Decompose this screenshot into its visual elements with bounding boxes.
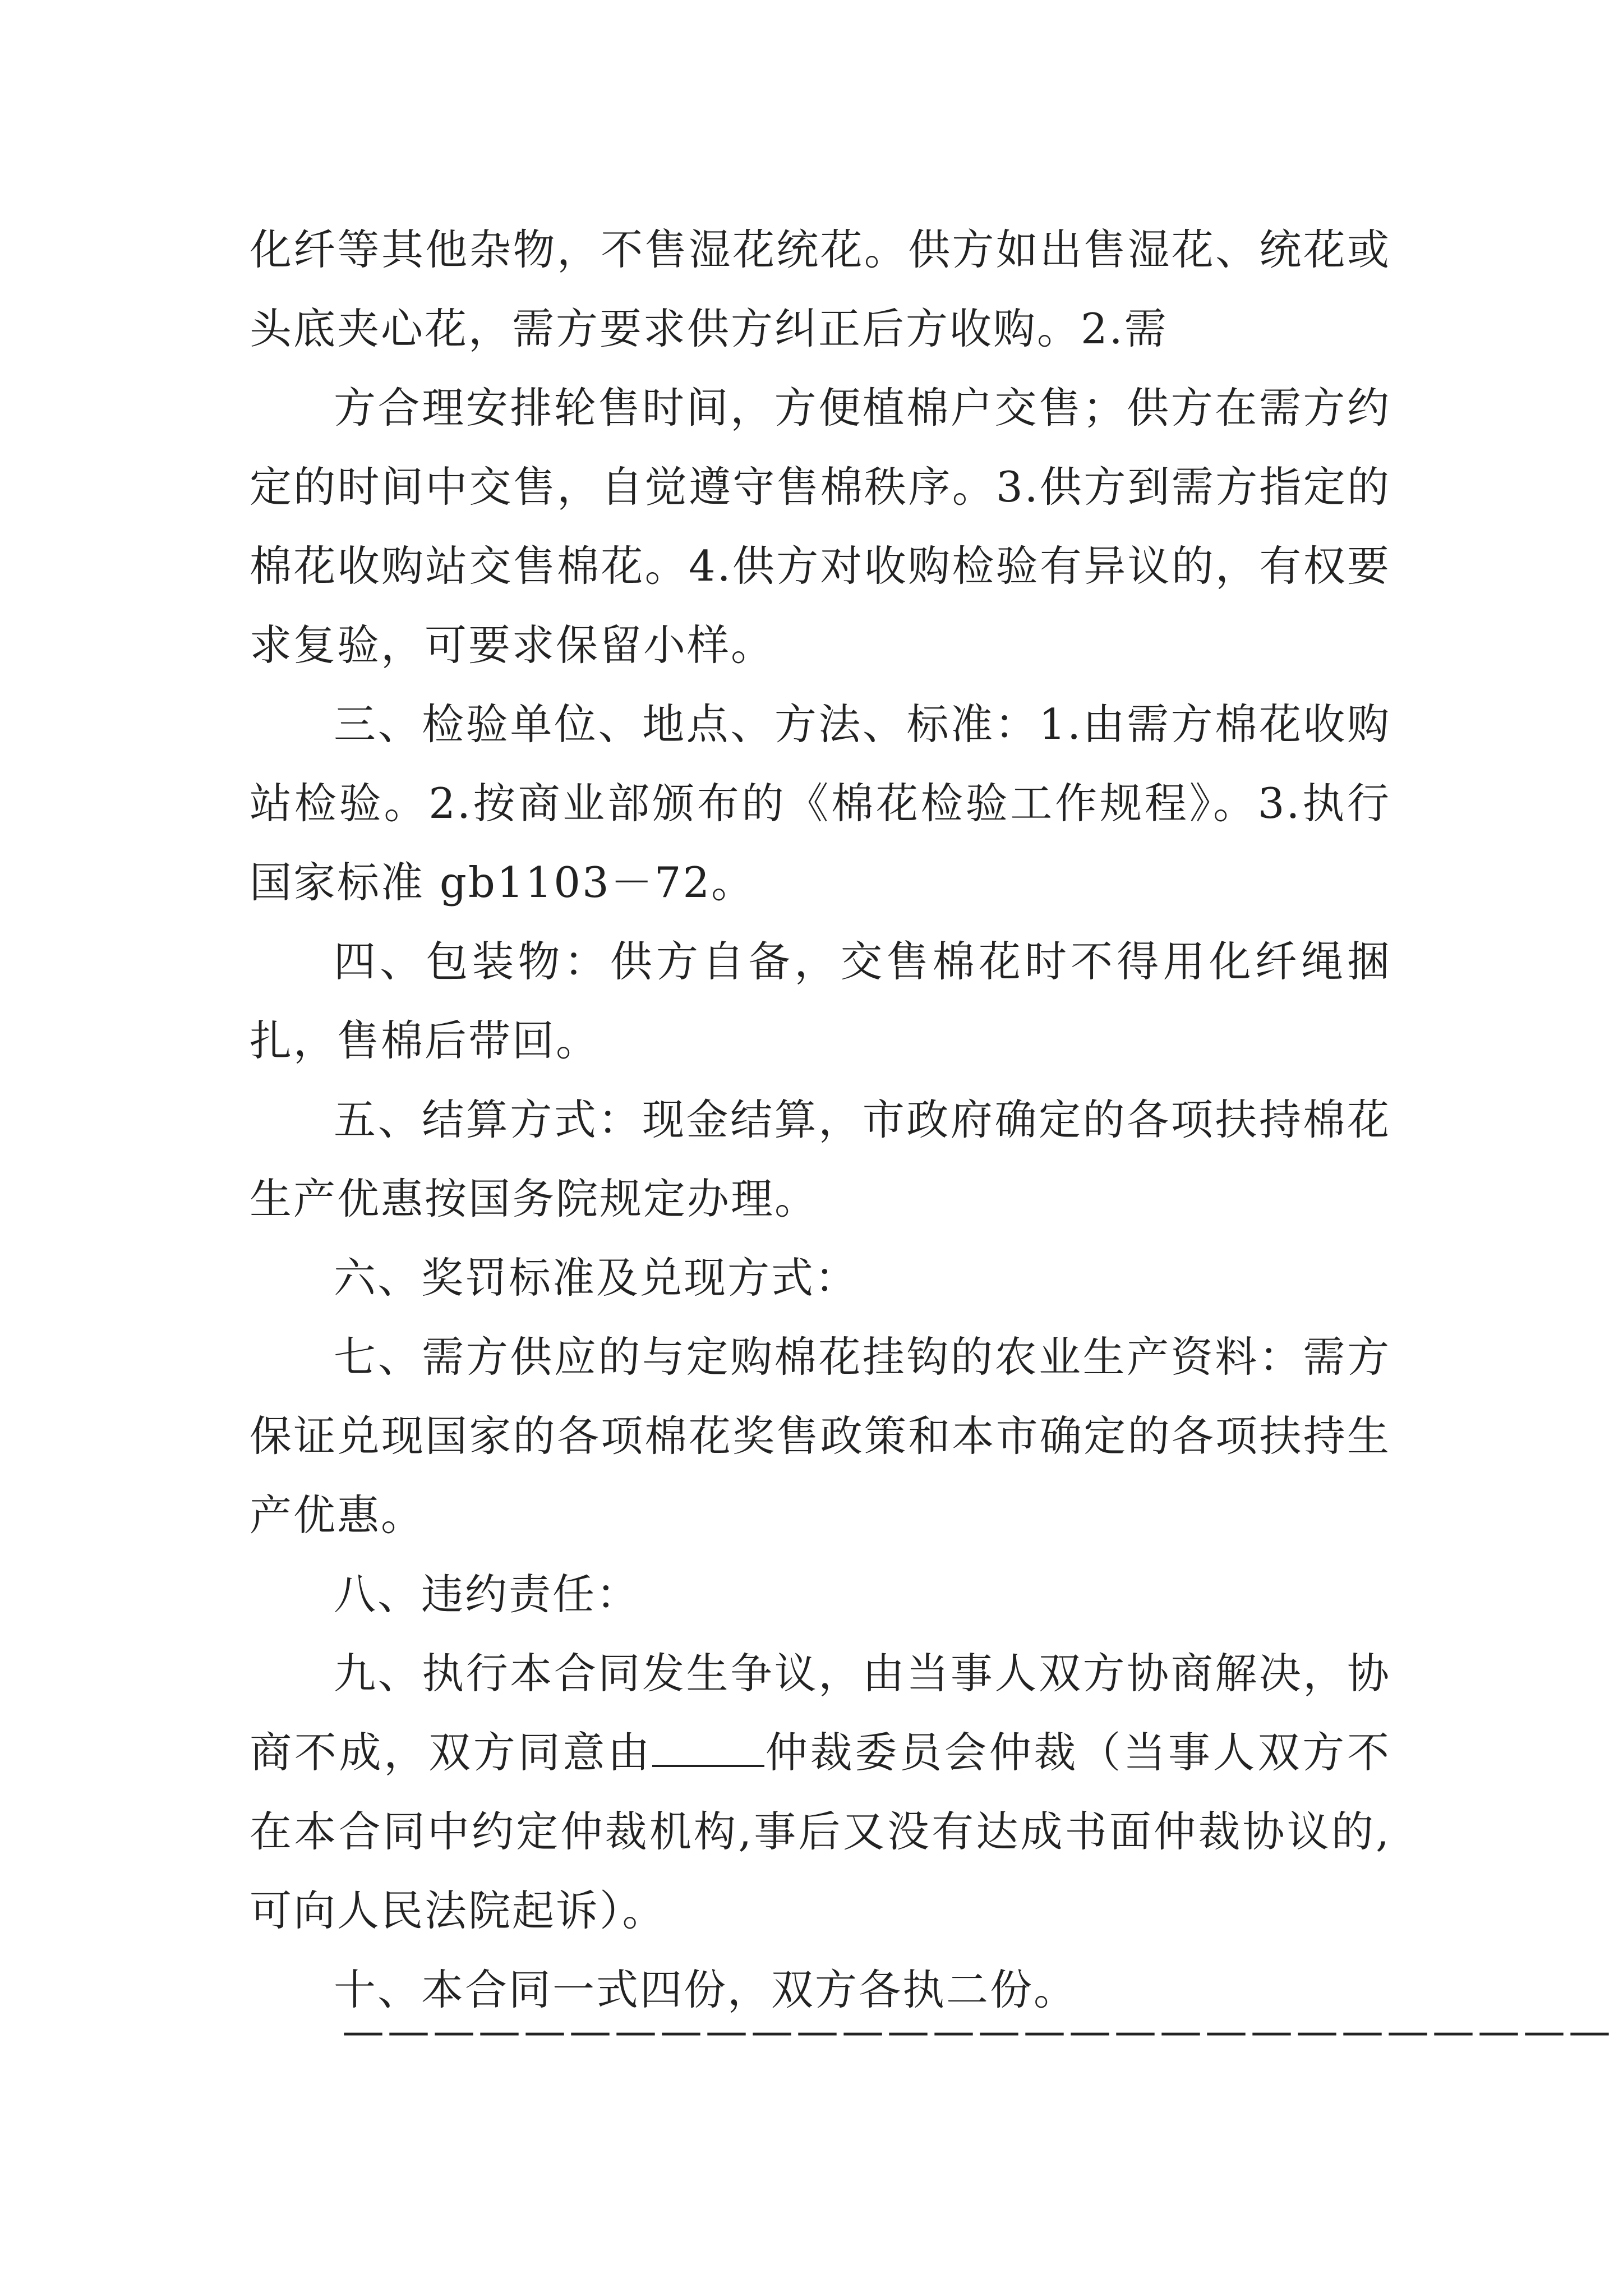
arbitration-text-after-blank: 仲裁委员会仲裁（当事人双方不在本合同中约定仲裁机构,事后又没有达成书面仲裁协议的,可向人民法院起诉）。 xyxy=(250,1728,1391,1935)
paragraph-5-settlement: 五、结算方式：现金结算，市政府确定的各项扶持棉花生产优惠按国务院规定办理。 xyxy=(250,1095,1391,1223)
paragraph-2: 方合理安排轮售时间，方便植棉户交售；供方在需方约定的时间中交售，自觉遵守售棉秩序。3.供方到需方指定的棉花收购站交售棉花。4.供方对收购检验有异议的，有权要求复验，可要求保留小样。 xyxy=(250,383,1391,670)
paragraph-10-copies: 十、本合同一式四份，双方各执二份。 xyxy=(334,1965,1078,2014)
document-body xyxy=(250,210,1391,2030)
paragraph-9-arbitration xyxy=(250,1634,1391,1950)
footer-dashed-rule: ———————————————————————————— xyxy=(342,2006,1614,2055)
paragraph-1: 化纤等其他杂物，不售湿花统花。供方如出售湿花、统花或头底夹心花，需方要求供方纠正后方收购。2.需 xyxy=(250,225,1391,353)
paragraph-3-inspection: 三、检验单位、地点、方法、标准：1.由需方棉花收购站检验。2.按商业部颁布的《棉花检验工作规程》。3.执行国家标准 gb1103－72。 xyxy=(250,700,1391,907)
paragraph-7-supplies: 七、需方供应的与定购棉花挂钩的农业生产资料：需方保证兑现国家的各项棉花奖售政策和本市确定的各项扶持生产优惠。 xyxy=(250,1332,1391,1540)
arbitration-blank-line xyxy=(652,1730,764,1767)
paragraph-4-packaging: 四、包装物：供方自备，交售棉花时不得用化纤绳捆扎，售棉后带回。 xyxy=(250,937,1391,1065)
paragraph-6-rewards: 六、奖罚标准及兑现方式： xyxy=(334,1253,859,1303)
paragraph-8-liability: 八、违约责任： xyxy=(334,1570,640,1619)
arbitration-text-before-blank: 九、执行本合同发生争议，由当事人双方协商解决，协商不成，双方同意由 xyxy=(250,1649,1391,1777)
